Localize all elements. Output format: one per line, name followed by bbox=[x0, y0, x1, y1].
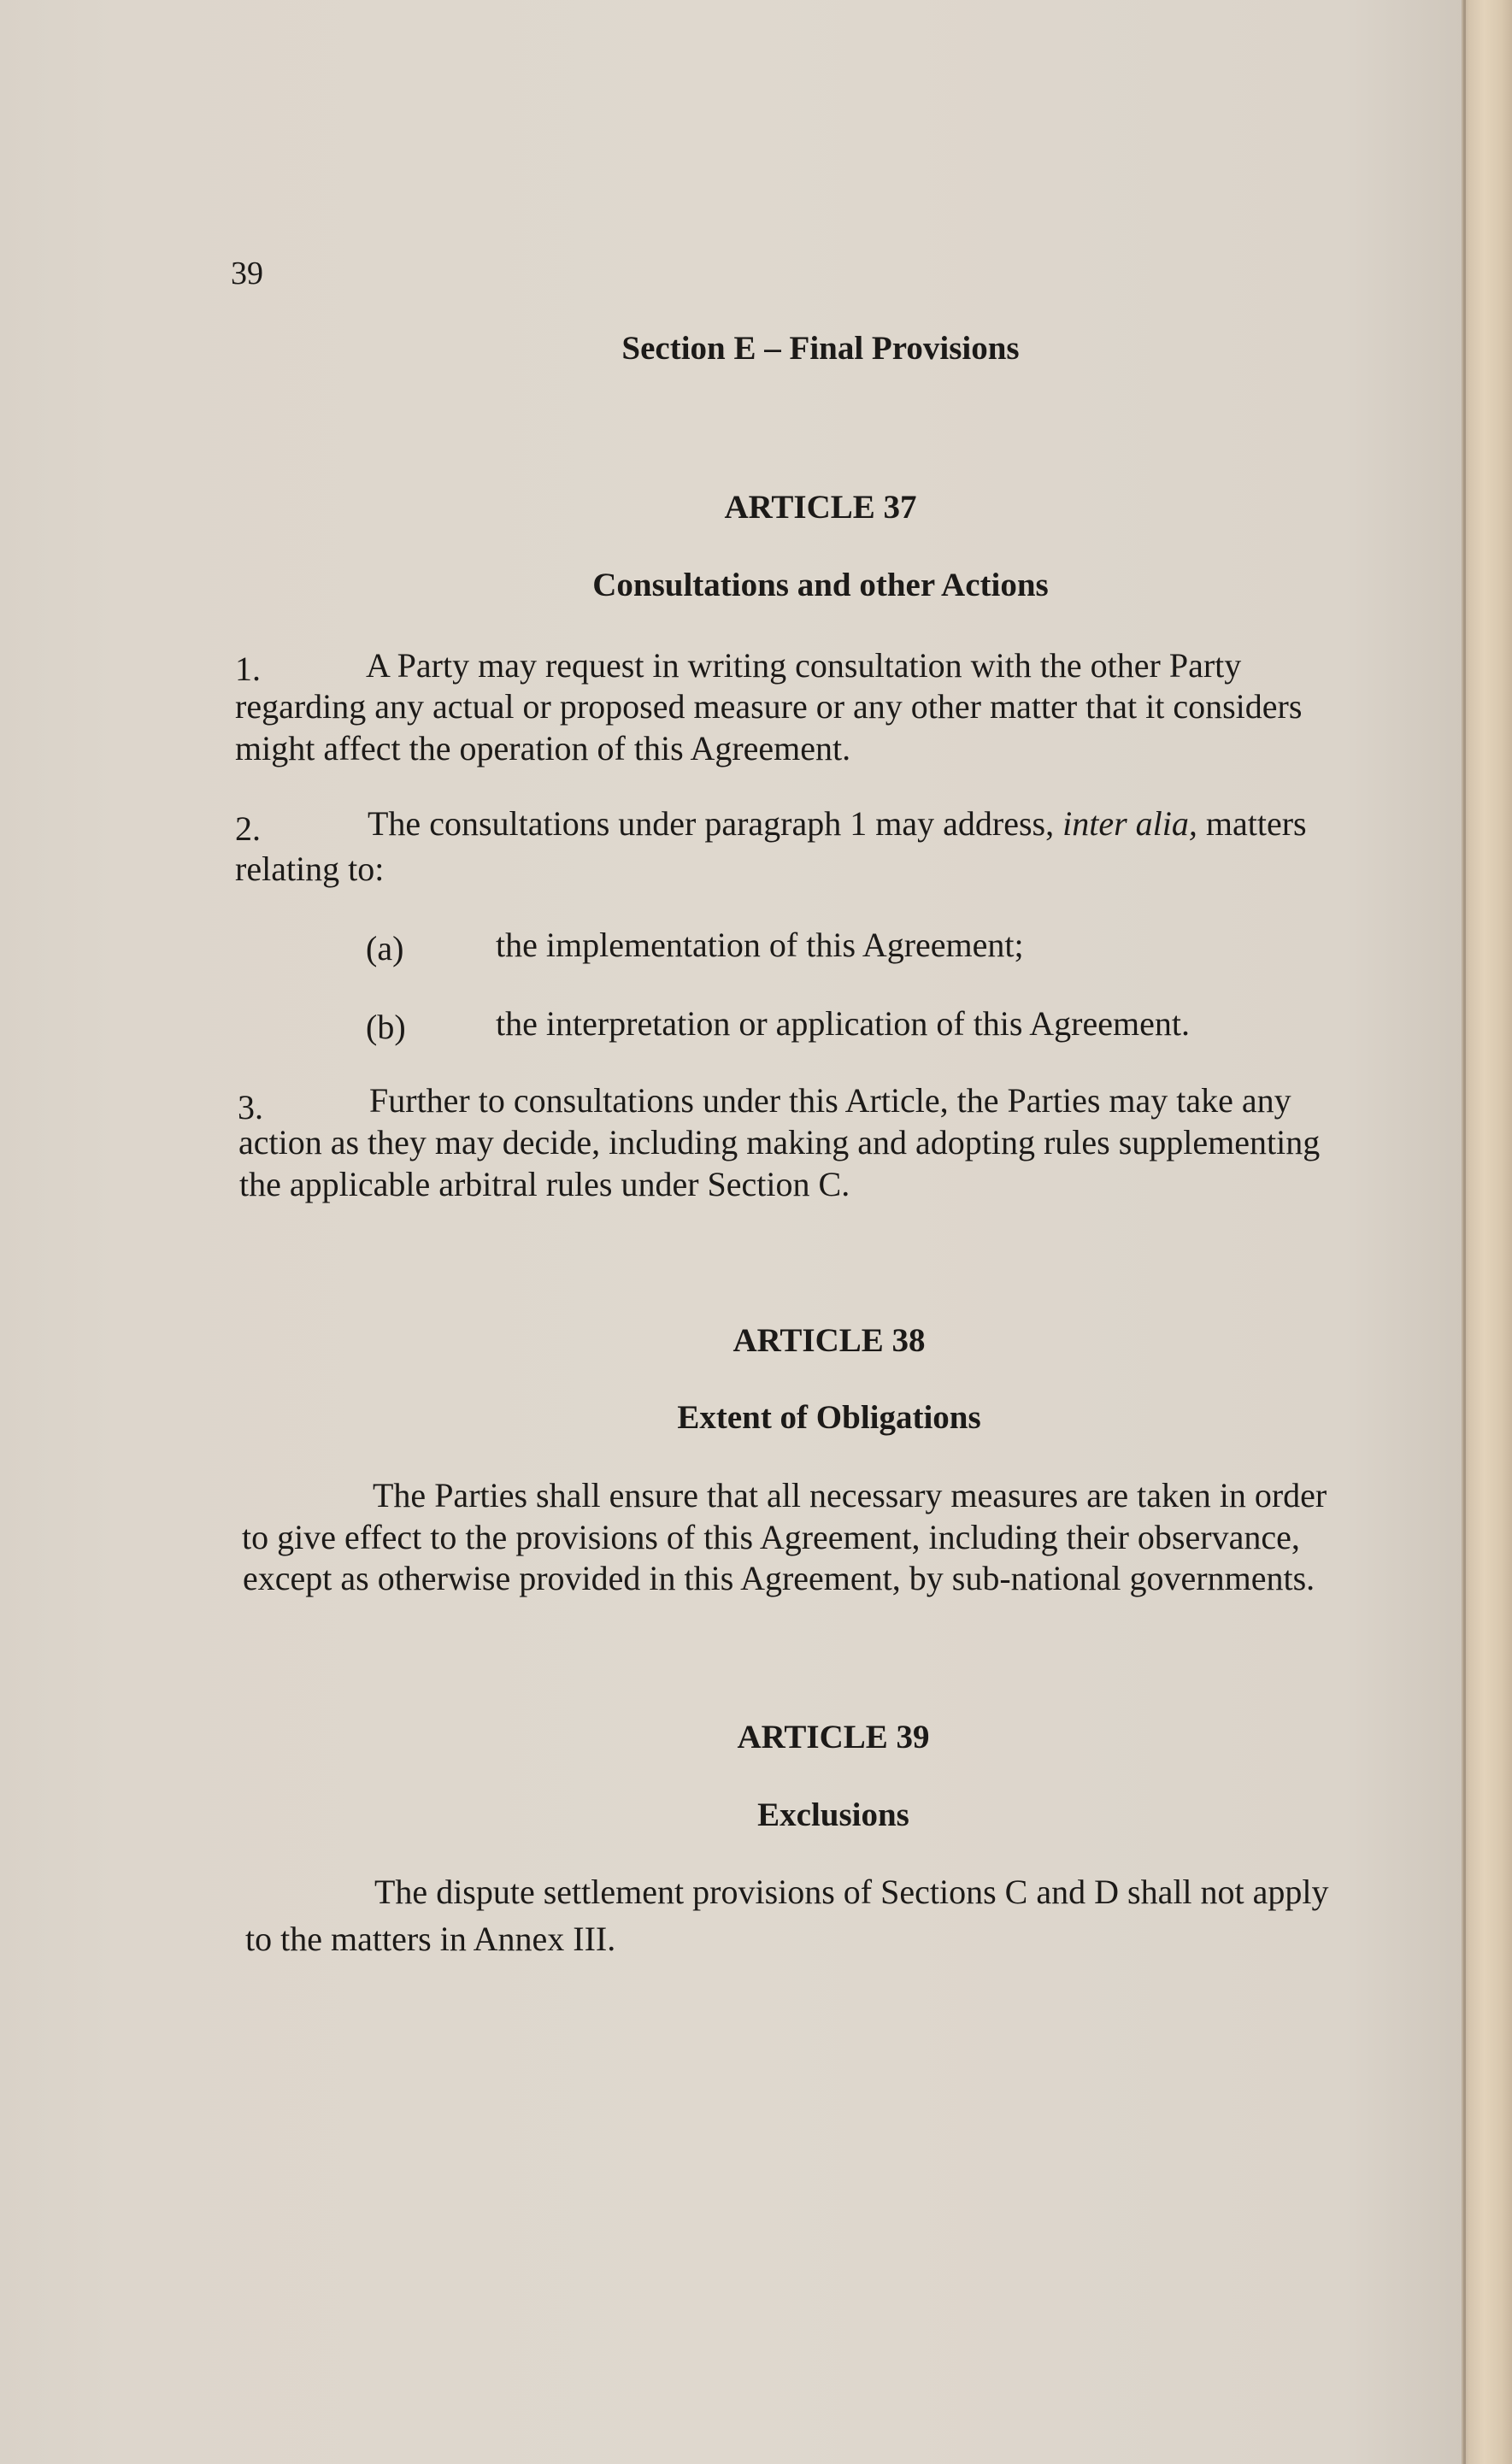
article-38-title: ARTICLE 38 bbox=[732, 1322, 926, 1359]
paragraph-3-line-2: action as they may decide, including making and adopting rules supplementing bbox=[238, 1123, 1321, 1161]
page-number: 39 bbox=[231, 256, 263, 291]
paragraph-2-line-2: relating to: bbox=[235, 850, 385, 888]
paragraph-2-line-1 bbox=[368, 803, 1307, 844]
paragraph-1-line-3: might affect the operation of this Agreement. bbox=[235, 729, 851, 767]
paragraph-2-number: 2. bbox=[235, 809, 261, 848]
paragraph-2-italic-phrase: inter alia, bbox=[1062, 804, 1197, 843]
article-37-title: ARTICLE 37 bbox=[724, 489, 917, 526]
page-gutter-line bbox=[1463, 0, 1466, 2464]
article-39-subtitle: Exclusions bbox=[757, 1797, 909, 1833]
paragraph-1-line-1: A Party may request in writing consultation with the other Party bbox=[366, 646, 1242, 685]
paragraph-1-line-2: regarding any actual or proposed measure or any other matter that it considers bbox=[235, 687, 1303, 726]
article-38-subtitle: Extent of Obligations bbox=[677, 1399, 981, 1436]
item-b-label: (b) bbox=[366, 1008, 406, 1046]
item-b-text: the interpretation or application of this Agreement. bbox=[496, 1004, 1190, 1043]
item-a-label: (a) bbox=[366, 929, 404, 967]
paragraph-1-number: 1. bbox=[235, 650, 261, 688]
article-39-line-1: The dispute settlement provisions of Sections C and D shall not apply bbox=[374, 1873, 1329, 1911]
item-a-text: the implementation of this Agreement; bbox=[496, 926, 1024, 964]
book-page-edge bbox=[1462, 0, 1512, 2464]
article-38-line-3: except as otherwise provided in this Agreement, by sub-national governments. bbox=[243, 1559, 1315, 1597]
paragraph-3-line-3: the applicable arbitral rules under Section C. bbox=[239, 1165, 850, 1203]
article-38-line-1: The Parties shall ensure that all necessary measures are taken in order bbox=[373, 1476, 1327, 1514]
article-38-line-2: to give effect to the provisions of this Agreement, including their observance, bbox=[242, 1518, 1300, 1556]
paragraph-3-number: 3. bbox=[238, 1088, 263, 1126]
paragraph-3-line-1: Further to consultations under this Article, the Parties may take any bbox=[369, 1081, 1291, 1120]
section-title: Section E – Final Provisions bbox=[621, 330, 1020, 367]
article-39-title: ARTICLE 39 bbox=[737, 1719, 930, 1755]
paragraph-2-line-1-text: The consultations under paragraph 1 may address, bbox=[368, 804, 1055, 843]
article-39-line-2: to the matters in Annex III. bbox=[245, 1920, 616, 1958]
article-37-subtitle: Consultations and other Actions bbox=[592, 567, 1049, 603]
paragraph-2-line-1-end: matters bbox=[1205, 804, 1307, 843]
